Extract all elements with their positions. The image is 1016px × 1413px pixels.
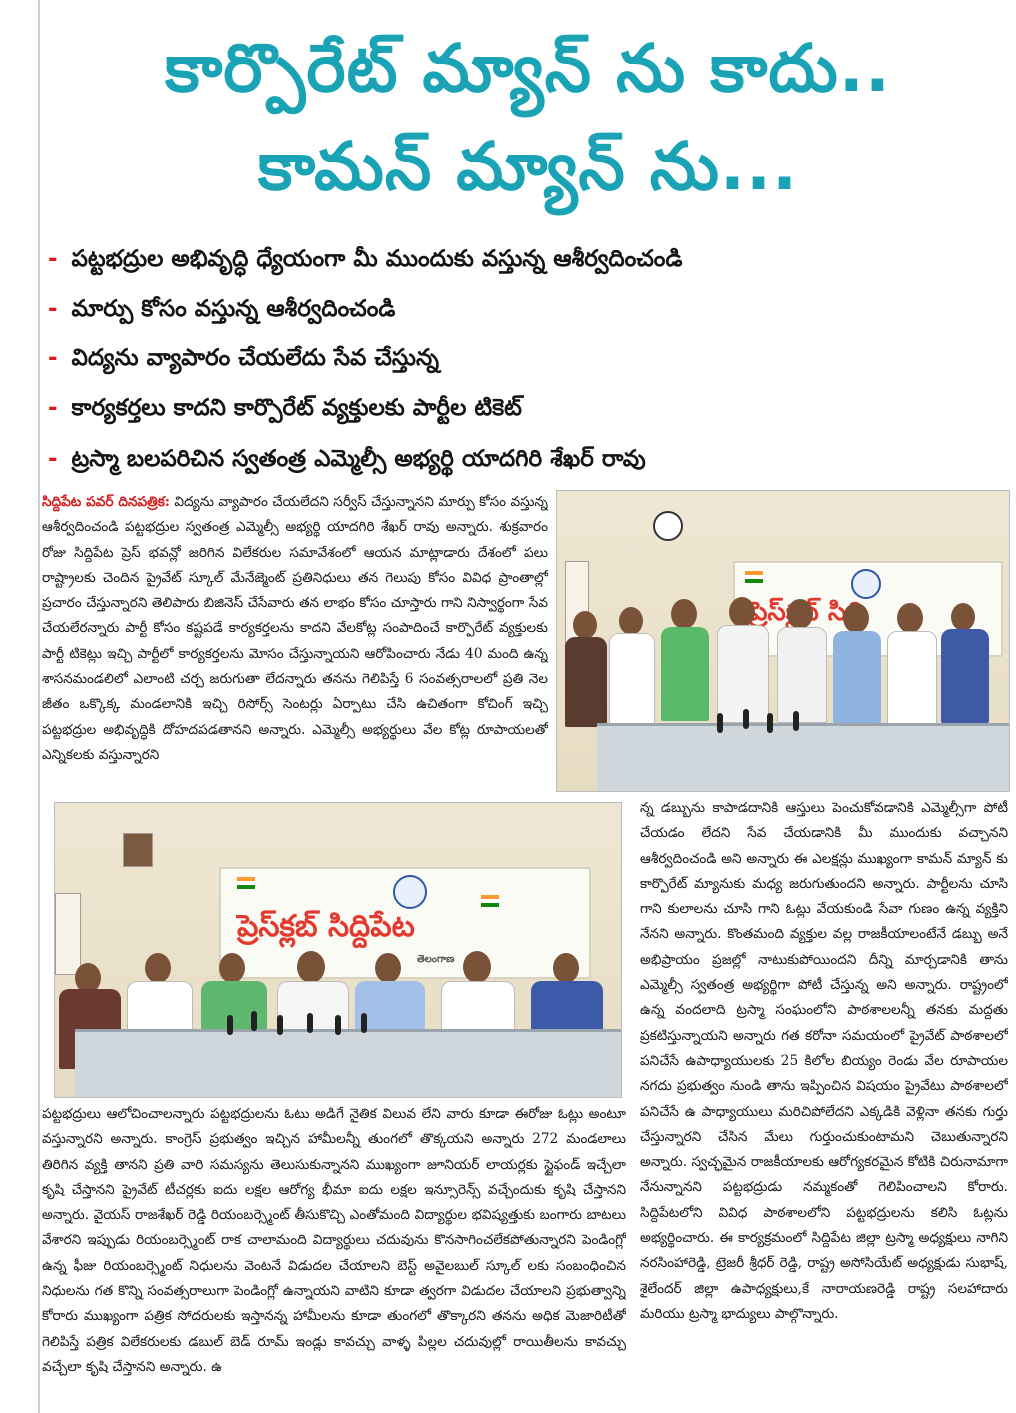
flag-icon — [237, 877, 255, 889]
article-paragraph-3: పట్టభద్రులు ఆలోచించాలన్నారు పట్టభద్రులను ఓటు అడిగే నైతిక విలువ లేని వారు కూడా ఈరోజు ఓట్లు అంటూ వస్తున్నారని అన్నారు. కాంగ్రెస్ ప్రభుత్వం ఇచ్చిన హామీలన్నీ తుంగలో తొక్కయని అన్నారు 272 మండలాలు తిరిగిన వ్యక్తి తానని ప్రతి వారి సమస్యను తెలుసుకున్నానని ముఖ్యంగా జూనియర్ లాయర్లకు స్టైఫండ్ ఇచ్చేలా కృషి చేస్తానని ప్రైవేట్ టీచర్లకు ఐదు లక్షల ఆరోగ్య భీమా ఐదు లక్షల ఇన్సూరెన్స్ వచ్చేందుకు కృషి చేస్తానని అన్నారు. వైయస్ రాజశేఖర్ రెడ్డి రియంబర్స్మెంట్ తీసుకొచ్చి ఎంతోమంది విద్యార్థుల భవిష్యత్తుకు బంగారు బాటలు వేశారని ఇప్పుడు రియంబర్స్మెంట్ రాక చాలామంది విద్యార్థులు చదువును కొనసాగించలేకపోతున్నారని పెండింగ్లో ఉన్న ఫీజు రియంబర్స్మెంట్ నిధులను వెంటనే విడుదల చేయాలని బెస్ట్ అవైలబుల్ స్కూల్ లకు సంబంధించిన నిధులను గత కొన్ని సంవత్సరాలుగా పెండింగ్లో ఉన్నాయని వాటిని కూడా త్వరగా విడుదల చేయాలని ప్రభుత్వాన్ని కోరారు ముఖ్యంగా పత్రిక సోదరులకు ఇస్తానన్న హామీలను కూడా తుంగలో తొక్కారని తనను అధిక మెజారిటీతో గెలిపిస్తే పత్రిక విలేకరులకు డబుల్ బెడ్ రూమ్ ఇండ్లు కావచ్చు వాళ్ళ పిల్లల చదువుల్లో రాయితీలను కావచ్చు వచ్చేలా కృషి చేస్తానని అన్నారు. ఉ — [42, 1106, 626, 1375]
bullet-item — [48, 446, 988, 478]
press-meet-photo-1 — [556, 490, 1010, 792]
bullet-text: మార్పు కోసం వస్తున్న ఆశీర్వదించండి — [71, 296, 396, 322]
microphone-icon — [251, 1011, 257, 1031]
bullet-item — [48, 345, 988, 377]
bullet-dash: - — [48, 395, 58, 421]
article-paragraph-1 — [42, 490, 548, 794]
bullet-dash: - — [48, 345, 58, 371]
bullet-item — [48, 296, 988, 328]
column-rule — [38, 0, 40, 1413]
bullet-dash: - — [48, 246, 58, 272]
microphone-icon — [307, 1013, 313, 1033]
top-cutoff-strip — [0, 0, 1016, 22]
microphone-icon — [767, 713, 773, 733]
bullet-text: కార్యకర్తలు కాదని కార్పొరేట్ వ్యక్తులకు పార్టీల టికెట్ — [71, 395, 522, 421]
microphone-icon — [361, 1013, 367, 1033]
microphone-icon — [227, 1015, 233, 1035]
press-meet-photo-2 — [54, 802, 622, 1098]
headline-line-1: కార్పొరేట్ మ్యాన్ ను కాదు.. — [165, 30, 891, 107]
bullet-text: ట్రస్మా బలపరిచిన స్వతంత్ర ఎమ్మెల్సీ అభ్యర్థి యాదగిరి శేఖర్ రావు — [71, 446, 646, 472]
headline-line-2: కామన్ మ్యాన్ ను... — [257, 128, 799, 205]
bullet-dash: - — [48, 446, 58, 472]
microphone-icon — [793, 711, 799, 731]
press-table — [75, 1029, 621, 1098]
article-paragraph-2: న్న డబ్బును కాపాడదానికి ఆస్తులు పెంచుకోవడానికి ఎమ్మెల్సీగా పోటీ చేయడం లేదని సేవ చేయడానికి మీ ముందుకు వచ్చానని ఆశీర్వదించండి అని అన్నారు ఈ ఎలక్షన్లు ముఖ్యంగా కామన్ మ్యాన్ కు కార్పొరేట్ మ్యానుకు మధ్య జరుగుతుందని అన్నారు. పార్టీలను చూసి గాని కులాలను చూసి గాని ఓట్లు వేయకుండి సేవా గుణం ఉన్న వ్యక్తిని నేనని అన్నారు. కొంతమంది వ్యక్తుల వల్ల రాజకీయాలంటేనే డబ్బు అనే అభిప్రాయం ప్రజల్లో నాటుకుపోయిందని దీన్ని మార్చడానికి తాను ఎమ్మెల్సీ స్వతంత్ర అభ్యర్థిగా పోటీ చేస్తున్న అని అన్నారు. రాష్ట్రంలో ఉన్న వందలాది ట్రస్మా సంఘంలోని పాఠశాలలన్నీ తనకు మద్దతు ప్రకటిస్తున్నాయని అన్నారు గత కరోనా సమయంలో ప్రైవేట్ పాఠశాలలో పనిచేసే ఉపాధ్యాయులకు 25 కిలోల బియ్యం రెండు వేల రూపాయల నగదు ప్రభుత్వం నుండి తాను ఇప్పించిన విషయం ప్రైవేటు పాఠశాలలో పనిచేసే ఉ పాధ్యాయులు మరిచిపోలేదని ఎక్కడికి వెళ్లినా తనకు గుర్తు చేస్తున్నారని చేసిన మేలు గుర్తుంచుకుంటామని చెబుతున్నారని అన్నారు. స్వచ్ఛమైన రాజకీయాలకు ఆరోగ్యకరమైన కోటికి చిరునామాగా నేనున్నానని పట్టభద్రుడు నమ్మకంతో గెలిపించాలని కోరారు. సిద్దిపేటలోని వివిధ పాఠశాలలోని పట్టభద్రులను కలిసి ఓట్లను అభ్యర్థించారు. ఈ కార్యక్రమంలో సిద్దిపేట జిల్లా ట్రస్మా అధ్యక్షులు నాగిని నరసింహారెడ్డి, ట్రెజరీ శ్రీధర్ రెడ్డి, రాష్ట్ర అసోసియేట్ అధ్యక్షుడు సుభాష్, శైలేందర్ జిల్లా ఉపాధ్యక్షులు,కే నారాయణరెడ్డి రాష్ట్ర సలహాదారు మరియు ట్రస్మా భాద్యులు పాల్గొన్నారు. — [640, 800, 1008, 1322]
emblem-icon — [851, 569, 881, 599]
microphone-icon — [717, 713, 723, 733]
emblem-icon — [393, 875, 427, 909]
microphone-icon — [335, 1015, 341, 1035]
flag-icon — [745, 571, 763, 583]
wall-calendar — [55, 893, 81, 975]
article-text-1: విద్యను వ్యాపారం చేయలేదని సర్వీస్ చేస్తున్నానని మార్పు కోసం వస్తున్న ఆశీర్వదించండి పట్టభద్రుల స్వతంత్ర ఎమ్మెల్సీ అభ్యర్థి యాదగిరి శేఖర్ రావు అన్నారు. శుక్రవారం రోజు సిద్దిపేట ప్రెస్ భవన్లో జరిగిన విలేకరుల సమావేశంలో ఆయన మాట్లాడారు దేశంలో పలు రాష్ట్రాలకు చెందిన ప్రైవేట్ స్కూల్ మేనేజ్మెంట్ ప్రతినిధులు తన గెలుపు కోసం వివిధ ప్రాంతాల్లో ప్రచారం చేస్తున్నారని తెలిపారు బిజినెస్ చేసేవారు తన లాభం కోసం చూస్తారు గాని నిస్వార్థంగా సేవ చేయలేరన్నారు పార్టీ కోసం కష్టపడే కార్యకర్తలను కాదని వేలకోట్ల సంపాదించే కార్పొరేట్ వ్యక్తులకు పార్టీ టికెట్లు ఇచ్చి పార్టీలో కార్యకర్తలను మోసం చేస్తున్నాయని ఆరోపించారు నేడు 40 మంది ఉన్న శాసనమండలిలో ఎలాంటి చర్చ జరుగుతా లేదన్నారు తనను గెలిపిస్తే 6 సంవత్సరాలలో ప్రతి నెల జీతం ఒక్కొక్క మండలానికి ఇచ్చి రిసోర్స్ సెంటర్లు ఏర్పాటు చేసి ఉచితంగా కోచింగ్ ఇచ్చి పట్టభద్రుల అభివృద్ధికి దోహదపడతానని అన్నారు. ఎమ్మెల్సీ అభ్యర్థులు వేల కోట్ల రూపాయలతో ఎన్నికలకు వస్తున్నారని — [42, 494, 548, 763]
bullet-item — [48, 246, 988, 278]
bullet-dash: - — [48, 296, 58, 322]
flag-icon — [481, 895, 499, 907]
bullet-item — [48, 395, 988, 427]
wall-clock-icon — [653, 511, 683, 541]
press-table — [597, 723, 1009, 792]
banner-text: ప్రెస్‌క్లబ్ సిద్దిపేట — [237, 909, 415, 944]
banner-small-text: తెలంగాణ — [417, 954, 455, 965]
banner-text: ప్రెస్‌క్లబ్ — [749, 597, 819, 627]
microphone-icon — [277, 1015, 283, 1035]
wall-speaker — [123, 833, 153, 867]
bullet-text: విద్యను వ్యాపారం చేయలేదు సేవ చేస్తున్న — [71, 345, 439, 371]
microphone-icon — [743, 709, 749, 729]
bullet-text: పట్టభద్రుల అభివృద్ధి ధ్యేయంగా మీ ముందుకు వస్తున్న ఆశీర్వదించండి — [71, 246, 683, 272]
dateline: సిద్దిపేట పవర్ దినపత్రిక: — [42, 494, 170, 510]
press-club-banner — [219, 867, 591, 979]
